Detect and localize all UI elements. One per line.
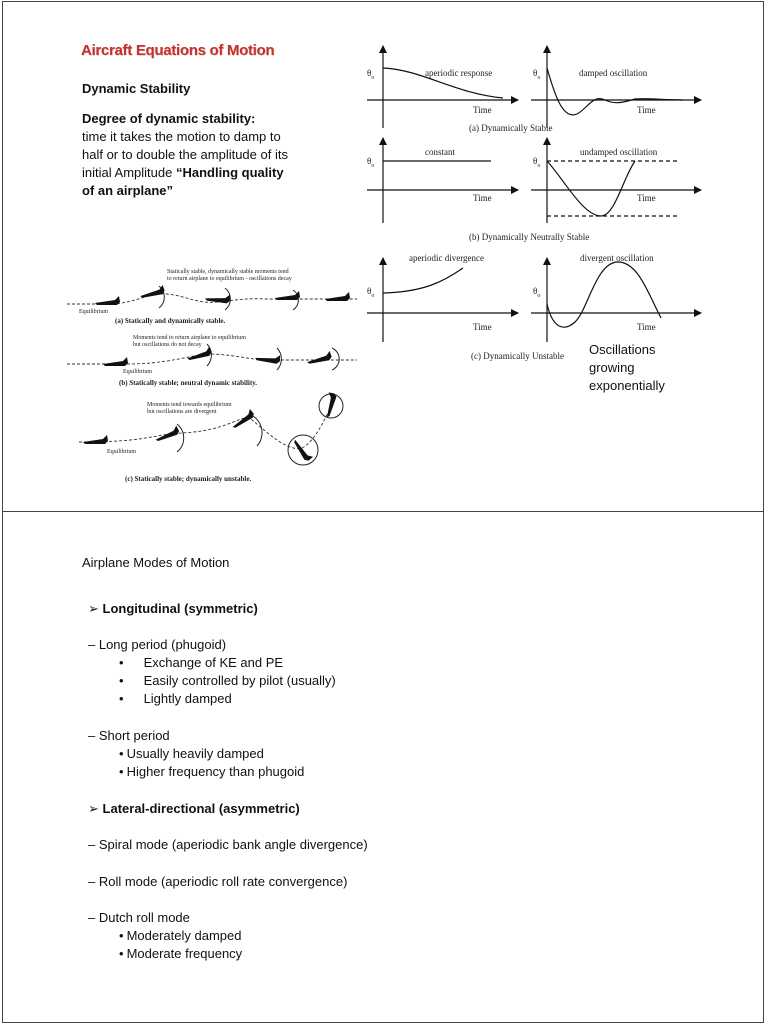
theta-label-c2: $\theta_o$ [533, 286, 541, 299]
note-a2: to return airplane to equilibrium - oscillations decay [167, 276, 292, 282]
degree-paragraph [82, 110, 292, 200]
equilibrium-c: Equilibrium [107, 449, 136, 455]
bullet-icon: • [119, 764, 124, 779]
section-heading: Dynamic Stability [82, 81, 191, 96]
short-period-sub-2: • Higher frequency than phugoid [119, 764, 305, 779]
theta-label-c1: $\theta_o$ [367, 286, 375, 299]
caption-b: (b) Dynamically Neutrally Stable [469, 232, 590, 242]
constant-label: constant [425, 147, 455, 157]
note-c2: but oscillations are divergent [147, 409, 217, 415]
long-period-sub-1: • Exchange of KE and PE [119, 655, 284, 670]
aperiodic-divergence-curve [383, 268, 463, 293]
degree-label: Degree of dynamic stability: [82, 111, 256, 126]
slide-2 [2, 511, 764, 1023]
slide-title: Aircraft Equations of Motion [81, 42, 275, 59]
airplane-motion-figure [67, 264, 367, 486]
response-plots [343, 38, 709, 368]
damped-oscillation-label: damped oscillation [579, 68, 648, 78]
roll-mode-item: – Roll mode (aperiodic roll rate convergence) [88, 874, 348, 889]
note-a1: Statically stable, dynamically stable moments tend [167, 269, 289, 275]
theta-label-a2: $\theta_o$ [533, 68, 541, 81]
divergent-oscillation-label: divergent oscillation [580, 253, 654, 263]
caption-plane-a: (a) Statically and dynamically stable. [115, 317, 226, 325]
bullet-icon: • [119, 673, 124, 688]
spiral-mode-item: – Spiral mode (aperiodic bank angle divergence) [88, 837, 368, 852]
caption-plane-c: (c) Statically stable; dynamically unstable. [125, 475, 252, 483]
equilibrium-b: Equilibrium [123, 369, 152, 375]
caption-plane-b: (b) Statically stable; neutral dynamic stability. [119, 379, 258, 387]
long-period-sub-3: • Lightly damped [119, 691, 232, 706]
theta-label-b2: $\theta_o$ [533, 156, 541, 169]
long-period-sub-2: • Easily controlled by pilot (usually) [119, 673, 336, 688]
lateral-heading: ➢ Lateral-directional (asymmetric) [88, 801, 300, 816]
theta-label-a1: $\theta_o$ [367, 68, 375, 81]
time-label-a1: Time [473, 105, 492, 115]
time-label-c1: Time [473, 322, 492, 332]
aperiodic-response-label: aperiodic response [425, 68, 493, 78]
bullet-icon: • [119, 655, 124, 670]
theta-label-b1: $\theta_o$ [367, 156, 375, 169]
undamped-oscillation-curve [547, 161, 635, 216]
arrow-bullet-icon: ➢ [88, 601, 99, 616]
dutch-roll-item: – Dutch roll mode [88, 910, 190, 925]
equilibrium-a: Equilibrium [79, 309, 108, 315]
bullet-icon: • [119, 928, 124, 943]
caption-a: (a) Dynamically Stable [469, 123, 553, 133]
note-b1: Moments tend to return airplane to equilibrium [133, 335, 246, 341]
undamped-oscillation-label: undamped oscillation [580, 147, 658, 157]
caption-c: (c) Dynamically Unstable [471, 351, 564, 361]
modes-title: Airplane Modes of Motion [82, 555, 230, 570]
bullet-icon: • [119, 746, 124, 761]
time-label-a2: Time [637, 105, 656, 115]
handling-quote: “Handling quality of an airplane” [82, 165, 284, 198]
time-label-b1: Time [473, 193, 492, 203]
longitudinal-heading: ➢ Longitudinal (symmetric) [88, 601, 258, 616]
dutch-roll-sub-1: • Moderately damped [119, 928, 242, 943]
short-period-sub-1: • Usually heavily damped [119, 746, 264, 761]
dutch-roll-sub-2: • Moderate frequency [119, 946, 243, 961]
arrow-bullet-icon: ➢ [88, 801, 99, 816]
slide-1 [2, 1, 764, 512]
note-b2: but oscillations do not decay [133, 342, 202, 348]
bullet-icon: • [119, 691, 124, 706]
time-label-c2: Time [637, 322, 656, 332]
long-period-item: – Long period (phugoid) [88, 637, 227, 652]
bullet-icon: • [119, 946, 124, 961]
note-c1: Moments tend towards equilibrium [147, 402, 232, 408]
aperiodic-divergence-label: aperiodic divergence [409, 253, 485, 263]
oscillations-note: Oscillations growing exponentially [589, 342, 665, 393]
time-label-b2: Time [637, 193, 656, 203]
short-period-item: – Short period [88, 728, 170, 743]
divergent-oscillation-curve [547, 262, 661, 327]
degree-text: time it takes the motion to damp to half or to double the amplitude of its initial Amplitude [82, 129, 288, 180]
